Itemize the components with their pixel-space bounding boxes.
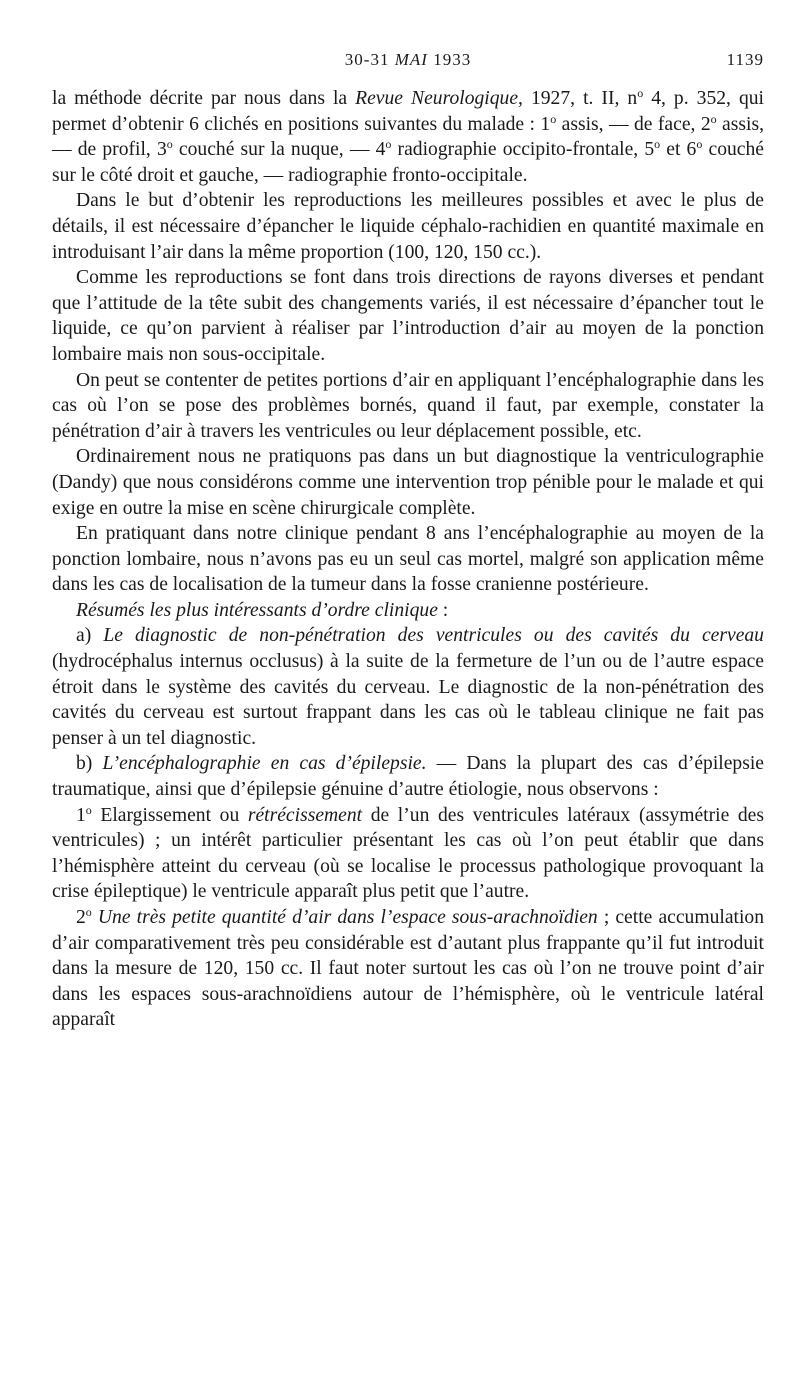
- paragraph-method-reference: la méthode décrite par nous dans la Revue Neurologique, 1927, t. II, $n^o$ 4, p. 352, qui permet d’obtenir 6 clichés en positions suivantes du malade : 1$^o$ assis, — de face, 2$^o$ assis, — de profil, 3$^o$ couché sur la nuque, — 4$^o$ radiographie occipito-frontale, 5$^o$ et 6$^o$ couché sur le côté droit et gauche, — radiographie fronto-occipitale.: [52, 86, 764, 186]
- paragraph-small-air-portions: On peut se contenter de petites portions d’air en appliquant l’encéphalographie dans les cas où l’on se pose des problèmes bornés, quand il faut, par exemple, constater la pénétration d’air à travers les ventricules ou leur déplacement possible, etc.: [52, 369, 764, 442]
- paragraph-ventriculography: Ordinairement nous ne pratiquons pas dans un but diagnostique la ventriculographie (Dandy) que nous considérons comme une intervention trop pénible pour le malade et qui exige en outre la mise en scène chirurgicale complète.: [52, 446, 764, 519]
- body-text: [52, 86, 764, 1033]
- paragraph-best-reproductions: Dans le but d’obtenir les reproductions les meilleures possibles et avec le plus de détails, il est nécessaire d’épancher le liquide céphalo-rachidien en quantité maximale en introduisant l’air dans la même proportion (100, 120, 150 cc.).: [52, 190, 764, 263]
- list-item-1-enlargement: 1$^o$ Elargissement ou rétrécissement de l’un des ventricules latéraux (assymétrie des ventricules) ; un intérêt particulier présentant les cas où l’on peut établir que dans l’hémisphère atteint du cerveau (où se localise le processus pathologique provoquant la crise épileptique) le ventricule apparaît plus petit que l’autre.: [52, 802, 764, 903]
- page-header: [52, 50, 764, 76]
- section-heading-clinical-summaries: Résumés les plus intéressants d’ordre clinique :: [76, 599, 449, 621]
- list-item-b-epilepsy: b) L’encéphalographie en cas d’épilepsie. — Dans la plupart des cas d’épilepsie traumatique, ainsi que d’épilepsie génuine d’autre étiologie, nous observons :: [52, 753, 764, 801]
- paragraph-clinic-experience: En pratiquant dans notre clinique pendant 8 ans l’encéphalographie au moyen de la ponction lombaire, nous n’avons pas eu un seul cas mortel, malgré son application même dans les cas de localisation de la tumeur dans la fosse cranienne postérieure.: [52, 523, 764, 596]
- journal-title: Revue Neurologique: [355, 88, 519, 109]
- paragraph-ray-directions: Comme les reproductions se font dans trois directions de rayons diverses et pendant que l’attitude de la tête subit des changements variés, il est nécessaire d’épancher tout le liquide, ce qu’on parvient à réaliser par l’introduction d’air au moyen de la ponction lombaire mais non sous-occipitale.: [52, 267, 764, 365]
- list-item-a-non-penetration: a) Le diagnostic de non-pénétration des ventricules ou des cavités du cerveau (hydrocéphalus internus occlusus) à la suite de la fermeture de l’un ou de l’autre espace étroit dans le système des cavités du cerveau. Le diagnostic de la non-pénétration des cavités du cerveau est surtout frappant dans les cas où le tableau clinique ne fait pas penser à un tel diagnostic.: [52, 625, 764, 749]
- running-head-date: 30-31 MAI 1933: [344, 50, 472, 69]
- page-number: 1139: [726, 50, 764, 69]
- list-item-2-small-air-quantity: 2$^o$ Une très petite quantité d’air dans l’espace sous-arachnoïdien ; cette accumulation d’air comparativement très peu considérable est d’autant plus frappante qu’il fut introduit dans la mesure de 120, 150 cc. Il faut noter surtout les cas où l’on ne trouve point d’air dans les espaces sous-arachnoïdiens autour de l’hémisphère, où le ventricule latéral apparaît: [52, 905, 764, 1031]
- running-head-month: MAI: [394, 50, 428, 69]
